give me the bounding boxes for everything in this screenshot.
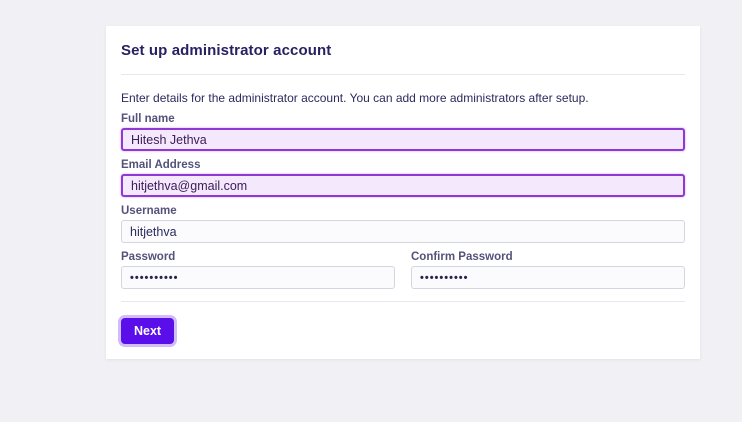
- full-name-label: Full name: [121, 113, 175, 125]
- email-group: [121, 159, 685, 197]
- confirm-password-input[interactable]: [411, 266, 685, 289]
- confirm-password-label: Confirm Password: [411, 251, 513, 263]
- password-group: [121, 251, 395, 289]
- footer-divider: [121, 301, 685, 302]
- setup-description: Enter details for the administrator account. You can add more administrators after setup.: [121, 91, 589, 105]
- page-title: Set up administrator account: [121, 42, 332, 59]
- full-name-group: [121, 113, 685, 151]
- next-button[interactable]: Next: [121, 318, 174, 344]
- header-divider: [121, 74, 685, 75]
- email-input[interactable]: [121, 174, 685, 197]
- confirm-password-group: [411, 251, 685, 289]
- username-label: Username: [121, 205, 177, 217]
- password-input[interactable]: [121, 266, 395, 289]
- setup-card: [106, 26, 700, 359]
- email-label: Email Address: [121, 159, 201, 171]
- full-name-input[interactable]: [121, 128, 685, 151]
- username-group: [121, 205, 685, 243]
- password-row: [121, 243, 685, 289]
- password-label: Password: [121, 251, 176, 263]
- username-input[interactable]: [121, 220, 685, 243]
